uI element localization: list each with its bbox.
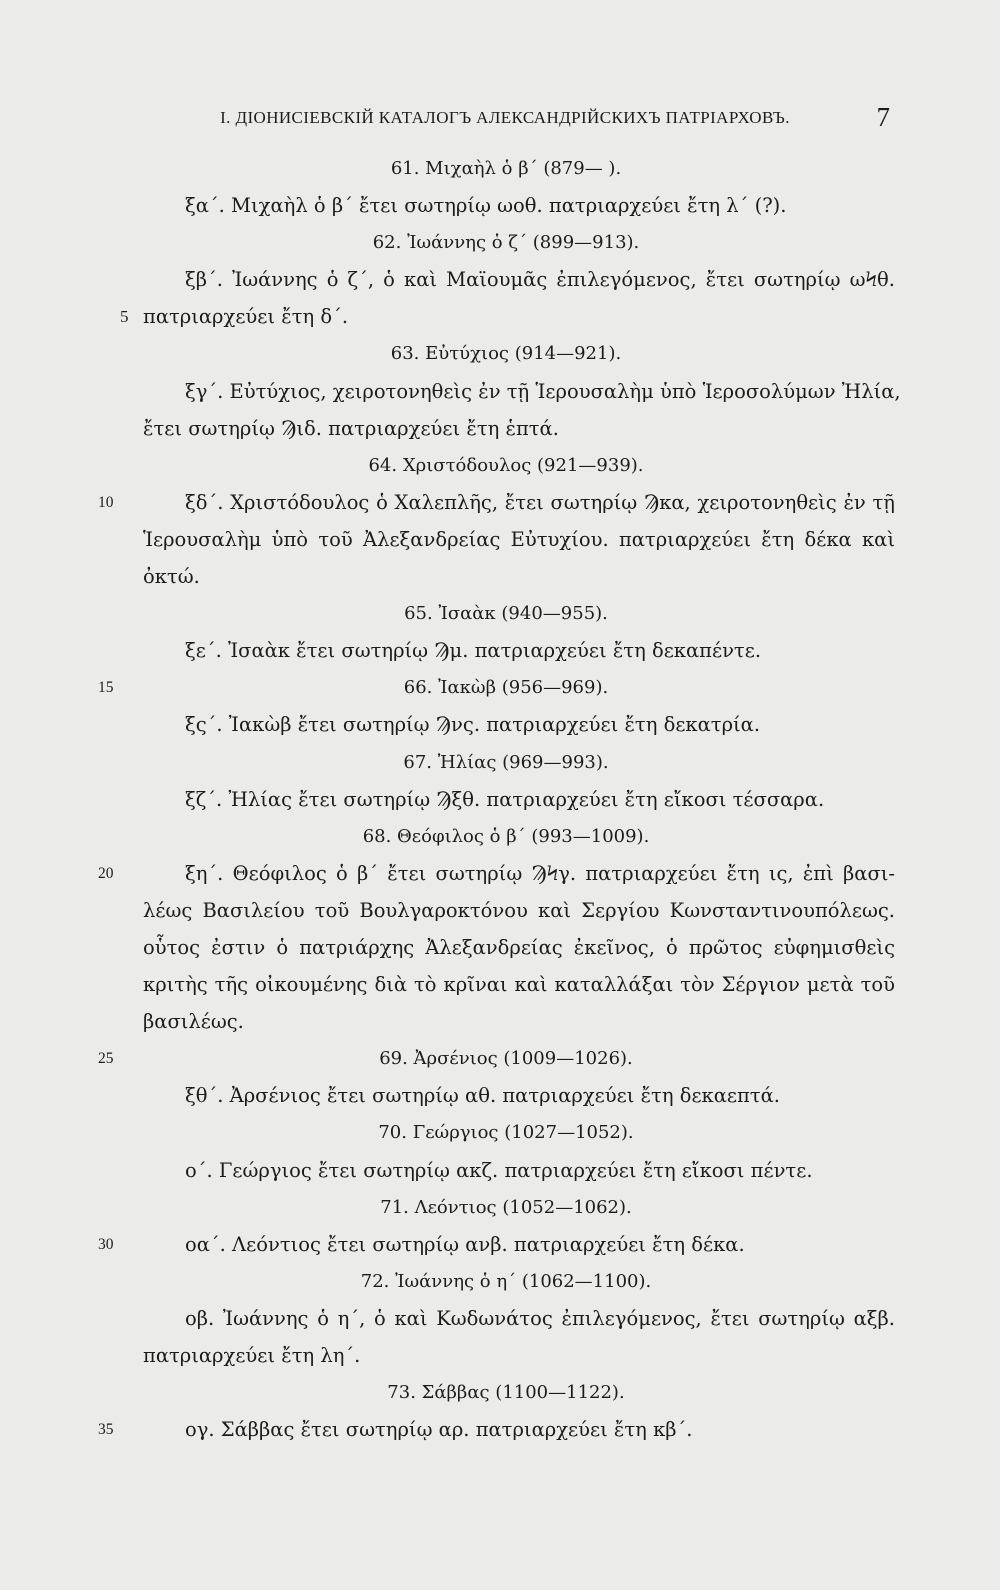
patriarch-heading: [0, 1189, 1000, 1226]
catalog-entry-line: [0, 781, 1000, 818]
line-text: πατριαρχεύει ἔτη λη΄.: [143, 1344, 361, 1367]
catalog-entry-line: [0, 1226, 1000, 1263]
continuation-line: [0, 558, 1000, 595]
catalog-entry-line: [0, 261, 1000, 298]
line-text: 64. Χριστόδουλος (921—939).: [368, 454, 644, 476]
patriarch-heading: [0, 1040, 1000, 1077]
line-text: βασιλέως.: [143, 1010, 244, 1034]
continuation-line: [0, 966, 1000, 1003]
line-text: 70. Γεώργιος (1027—1052).: [378, 1122, 634, 1144]
line-text: ξζ΄. Ἠλίας ἔτει σωτηρίῳ Ϡξθ. πατριαρχεύει ἔτη εἴκοσι τέσσαρα.: [185, 787, 825, 811]
line-text: 62. Ἰωάννης ὁ ζ΄ (899—913).: [372, 232, 640, 254]
line-text: ξγ΄. Εὐτύχιος, χειροτονηθεὶς ἐν τῇ Ἱερουσαλὴμ ὑπὸ Ἱεροσολύμων Ἠλία,: [185, 379, 901, 403]
line-text: ξθ΄. Ἀρσένιος ἔτει σωτηρίῳ αθ. πατριαρχεύει ἔτη δεκαεπτά.: [185, 1084, 780, 1108]
continuation-line: [0, 929, 1000, 966]
line-number: 25: [98, 1050, 114, 1068]
line-text: 66. Ἰακὼβ (956—969).: [403, 677, 609, 699]
line-text: ογ. Σάββας ἔτει σωτηρίῳ αρ. πατριαρχεύει ἔτη κβ΄.: [185, 1418, 693, 1442]
continuation-line: [0, 298, 1000, 335]
line-text: 63. Εὐτύχιος (914—921).: [390, 343, 622, 365]
continuation-line: [0, 410, 1000, 447]
line-text: 73. Σάββας (1100—1122).: [387, 1382, 625, 1404]
line-text: ξβ΄. Ἰωάννης ὁ ζ΄, ὁ καὶ Μαϊουμᾶς ἐπιλεγόμενος, ἔτει σωτηρίῳ ωϞθ.: [185, 268, 895, 292]
line-number: 15: [98, 679, 114, 697]
line-text: ξα΄. Μιχαὴλ ὁ β΄ ἔτει σωτηρίῳ ωοθ. πατριαρχεύει ἔτη λ΄ (?).: [185, 194, 787, 218]
line-text: ξς΄. Ἰακὼβ ἔτει σωτηρίῳ Ϡνς. πατριαρχεύει ἔτη δεκατρία.: [185, 713, 761, 737]
patriarch-heading: [0, 1263, 1000, 1300]
line-number: 30: [98, 1235, 114, 1253]
patriarch-heading: [0, 224, 1000, 261]
line-text: ξδ΄. Χριστόδουλος ὁ Χαλεπλῆς, ἔτει σωτηρίῳ Ϡκα, χειροτονηθεὶς ἐν τῇ: [185, 490, 895, 514]
patriarch-heading: [0, 818, 1000, 855]
catalog-entry-line: [0, 1152, 1000, 1189]
line-text: οὗτος ἐστιν ὁ πατριάρχης Ἀλεξανδρείας ἐκεῖνος, ὁ πρῶτος εὐφημισθεὶς: [143, 935, 895, 959]
line-text: ξε΄. Ἰσαὰκ ἔτει σωτηρίῳ Ϡμ. πατριαρχεύει ἔτη δεκαπέντε.: [185, 639, 762, 663]
line-text: λέως Βασιλείου τοῦ Βουλγαροκτόνου καὶ Σεργίου Κωνσταντινουπόλεως.: [143, 898, 895, 922]
page-number: 7: [876, 102, 890, 132]
continuation-line: [0, 1337, 1000, 1374]
line-text: οα΄. Λεόντιος ἔτει σωτηρίῳ ανβ. πατριαρχεύει ἔτη δέκα.: [185, 1232, 745, 1256]
patriarch-heading: [0, 447, 1000, 484]
line-text: 61. Μιχαὴλ ὁ β΄ (879— ).: [390, 158, 622, 179]
line-number: 5: [120, 307, 129, 327]
body-text: [0, 150, 1000, 1448]
line-text: 65. Ἰσαὰκ (940—955).: [404, 603, 608, 625]
catalog-entry-line: [0, 1411, 1000, 1448]
catalog-entry-line: [0, 1077, 1000, 1114]
line-text: 68. Θεόφιλος ὁ β΄ (993—1009).: [362, 825, 650, 847]
catalog-entry-line: [0, 706, 1000, 743]
catalog-entry-line: [0, 484, 1000, 521]
patriarch-heading: [0, 669, 1000, 706]
header-title: I. ДІОНИСІЕВСКІЙ КАТАЛОГЪ АЛЕКСАНДРІЙСКИХЪ ПАТРІАРХОВЪ.: [220, 108, 790, 127]
line-number: 20: [98, 864, 114, 882]
patriarch-heading: [0, 1374, 1000, 1411]
line-text: 67. Ἠλίας (969—993).: [403, 751, 609, 773]
catalog-entry-line: [0, 373, 1000, 410]
line-text: ὀκτώ.: [143, 565, 200, 589]
continuation-line: [0, 892, 1000, 929]
patriarch-heading: [0, 595, 1000, 632]
catalog-entry-line: [0, 855, 1000, 892]
line-text: 69. Ἀρσένιος (1009—1026).: [379, 1048, 633, 1070]
line-text: κριτὴς τῆς οἰκουμένης διὰ τὸ κρῖναι καὶ καταλλάξαι τὸν Σέργιον μετὰ τοῦ: [143, 973, 895, 997]
continuation-line: [0, 521, 1000, 558]
line-text: 72. Ἰωάννης ὁ η΄ (1062—1100).: [360, 1270, 652, 1292]
running-header: [150, 102, 890, 132]
line-text: ἔτει σωτηρίῳ Ϡιδ. πατριαρχεύει ἔτη ἑπτά.: [143, 416, 559, 440]
patriarch-heading: [0, 335, 1000, 372]
line-text: 71. Λεόντιος (1052—1062).: [380, 1196, 632, 1218]
catalog-entry-line: [0, 632, 1000, 669]
line-text: Ἱερουσαλὴμ ὑπὸ τοῦ Ἀλεξανδρείας Εὐτυχίου. πατριαρχεύει ἔτη δέκα καὶ: [143, 527, 895, 551]
line-text: ο΄. Γεώργιος ἔτει σωτηρίῳ ακζ. πατριαρχεύει ἔτη εἴκοσι πέντε.: [185, 1158, 813, 1182]
catalog-entry-line: [0, 1300, 1000, 1337]
patriarch-heading: [0, 744, 1000, 781]
patriarch-heading: [0, 1114, 1000, 1151]
line-number: 35: [98, 1421, 114, 1439]
line-number: 10: [98, 493, 114, 511]
patriarch-heading: [0, 150, 1000, 187]
line-text: πατριαρχεύει ἔτη δ΄.: [143, 305, 349, 329]
line-text: οβ. Ἰωάννης ὁ η΄, ὁ καὶ Κωδωνάτος ἐπιλεγόμενος, ἔτει σωτηρίῳ αξβ.: [185, 1306, 895, 1330]
line-text: ξη΄. Θεόφιλος ὁ β΄ ἔτει σωτηρίῳ ϠϞγ. πατριαρχεύει ἔτη ις, ἐπὶ βασι-: [185, 861, 895, 885]
catalog-entry-line: [0, 187, 1000, 224]
continuation-line: [0, 1003, 1000, 1040]
